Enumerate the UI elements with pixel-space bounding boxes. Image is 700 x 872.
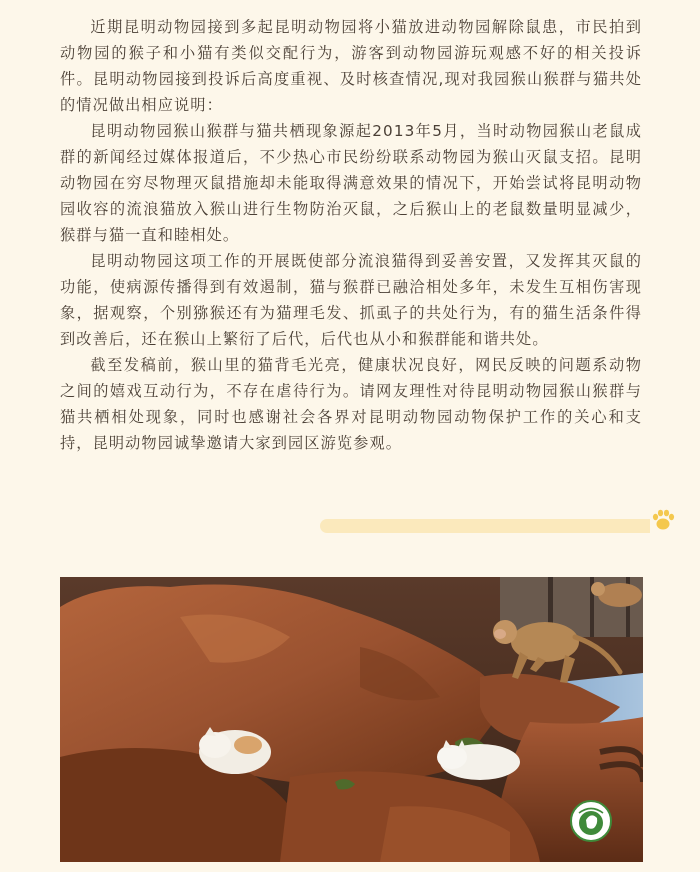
article-paragraph-1: 近期昆明动物园接到多起昆明动物园将小猫放进动物园解除鼠患，市民拍到动物园的猴子和小猫有类似交配行为，游客到动物园游玩观感不好的相关投诉件。昆明动物园接到投诉后高度重视、及时核查情况,现对我园猴山猴群与猫共处的情况做出相应说明： [60,18,642,114]
article-paragraph-3: 昆明动物园这项工作的开展既使部分流浪猫得到妥善安置，又发挥其灭鼠的功能，使病源传播得到有效遏制，猫与猴群已融洽相处多年，未发生互相伤害现象，据观察，个别猕猴还有为猫理毛发、抓虱子的共处行为，有的猫生活条件得到改善后，还在猴山上繁衍了后代，后代也从小和猴群能和谐共处。 [60,252,642,348]
photo-illustration [60,577,643,862]
paw-icon [650,507,676,533]
article-paragraph-2: 昆明动物园猴山猴群与猫共栖现象源起2013年5月，当时动物园猴山老鼠成群的新闻经过媒体报道后，不少热心市民纷纷联系动物园为猴山灭鼠支招。昆明动物园在穷尽物理灭鼠措施却未能取得满意效果的情况下，开始尝试将昆明动物园收容的流浪猫放入猴山进行生物防治灭鼠，之后猴山上的老鼠数量明显减少，猴群与猫一直和睦相处。 [60,122,642,244]
article-body [60,14,642,456]
monkey-and-cats-photo [60,577,643,862]
section-divider [320,519,650,533]
zoo-logo-icon [570,800,612,842]
article-paragraph-4: 截至发稿前，猴山里的猫背毛光亮，健康状况良好，网民反映的问题系动物之间的嬉戏互动行为，不存在虐待行为。请网友理性对待昆明动物园猴山猴群与猫共栖相处现象，同时也感谢社会各界对昆明动物园动物保护工作的关心和支持，昆明动物园诚挚邀请大家到园区游览参观。 [60,356,642,452]
